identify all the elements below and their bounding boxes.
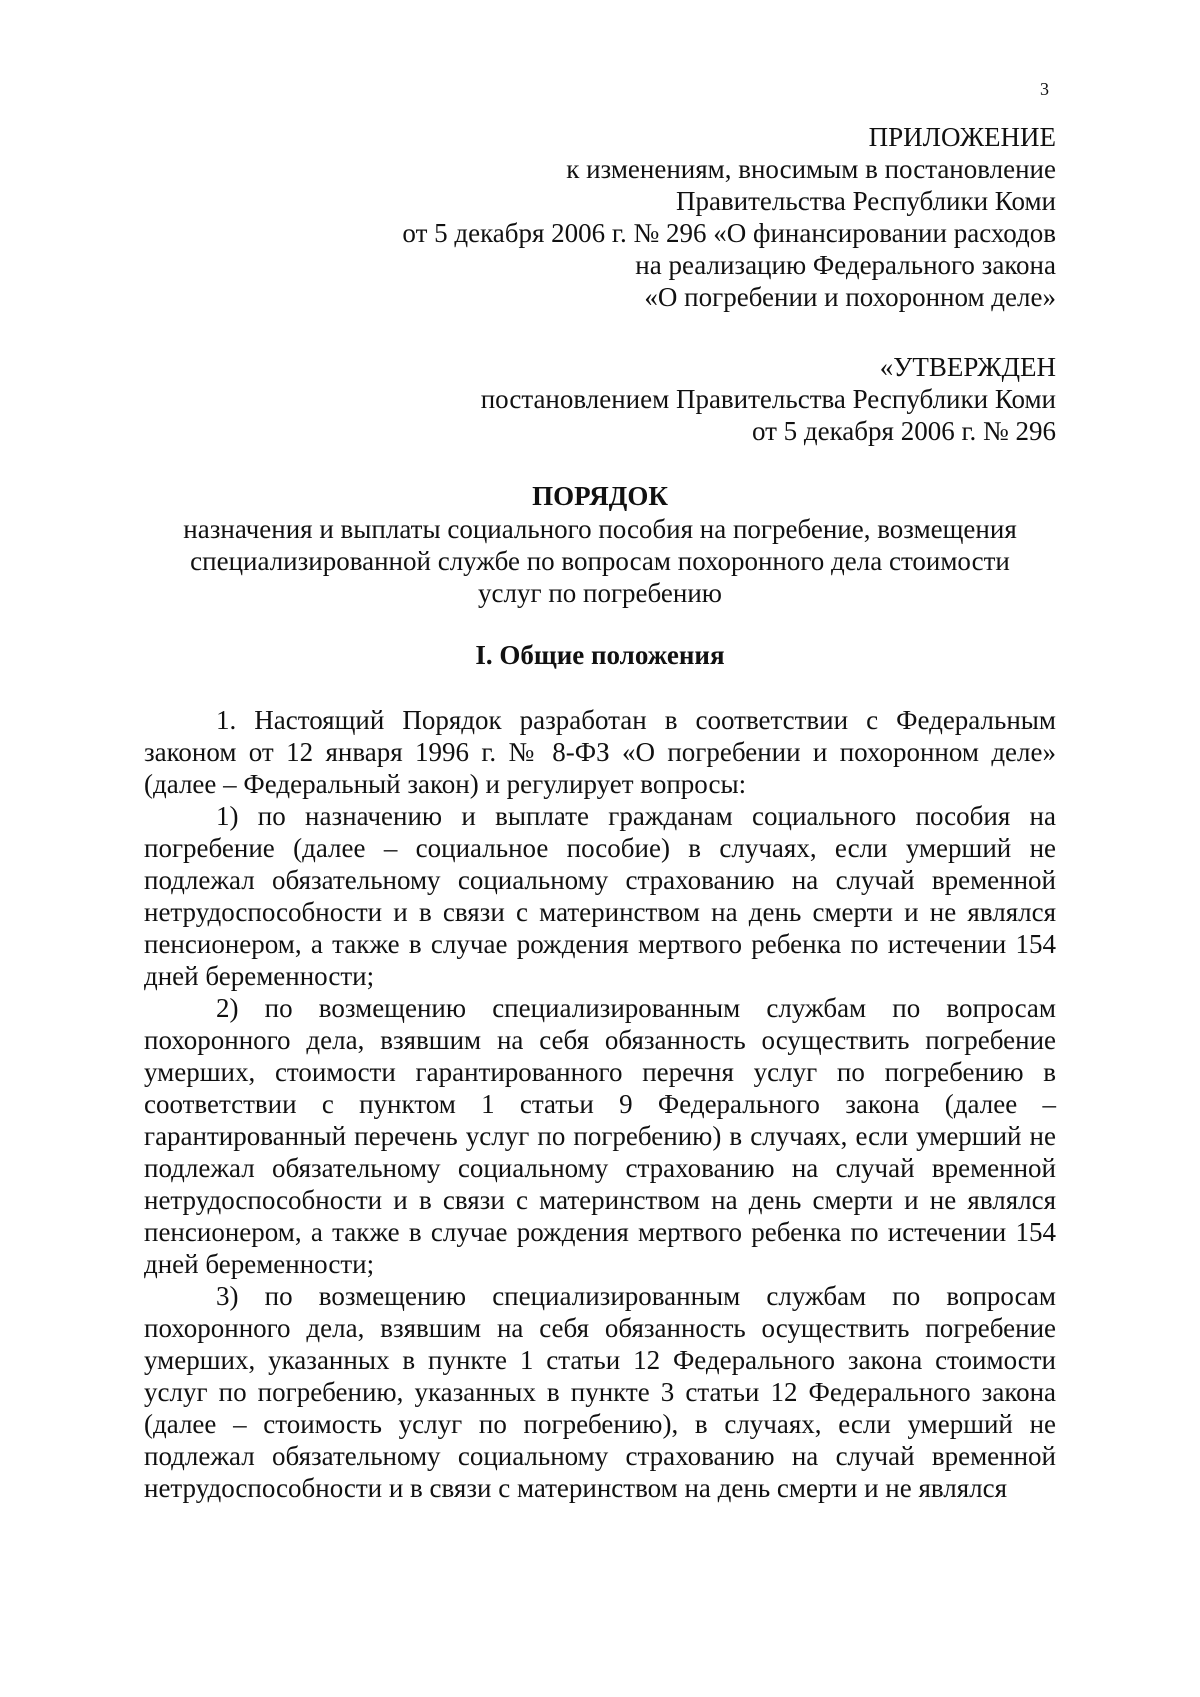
approved-line: от 5 декабря 2006 г. № 296 [751,416,1056,446]
approved-heading: «УТВЕРЖДЕН [879,352,1056,382]
paragraph-1: 1. Настоящий Порядок разработан в соответствии с Федеральным законом от 12 января 1996 г. № 8-ФЗ «О погребении и похоронном деле» (далее – Федеральный закон) и регулирует вопросы: [144,705,1056,799]
paragraph-1-item-1: 1) по назначению и выплате гражданам социального пособия на погребение (далее – социальное пособие) в случаях, если умерший не подлежал обязательному социальному страхованию на случай временной нетрудоспособности и в связи с материнством на день смерти и не являлся пенсионером, а также в случае рождения мертвого ребенка по истечении 154 дней беременности; [144,801,1056,991]
page-number: 3 [1040,79,1049,99]
appendix-line: на реализацию Федерального закона [635,250,1056,280]
appendix-line: от 5 декабря 2006 г. № 296 «О финансировании расходов [402,218,1056,248]
approved-line: постановлением Правительства Республики Коми [480,384,1056,414]
appendix-line: к изменениям, вносимым в постановление [566,154,1056,184]
appendix-line: Правительства Республики Коми [675,186,1056,216]
title-line: специализированной службе по вопросам похоронного дела стоимости [190,546,1010,576]
document-body [144,704,1056,1504]
appendix-block [144,121,1056,313]
title-line: услуг по погребению [478,578,722,608]
appendix-heading: ПРИЛОЖЕНИЕ [868,122,1056,152]
appendix-line: «О погребении и похоронном деле» [644,282,1056,312]
title-heading: ПОРЯДОК [532,481,668,511]
paragraph-1-item-3: 3) по возмещению специализированным службам по вопросам похоронного дела, взявшим на себя обязанность осуществить погребение умерших, указанных в пункте 1 статьи 12 Федерального закона стоимости услуг по погребению, указанных в пункте 3 статьи 12 Федерального закона (далее – стоимость услуг по погребению), в случаях, если умерший не подлежал обязательному социальному страхованию на случай временной нетрудоспособности и в связи с материнством на день смерти и не являлся [144,1281,1056,1503]
document-title [144,480,1056,609]
section-heading: I. Общие положения [475,640,725,670]
paragraph-1-item-2: 2) по возмещению специализированным службам по вопросам похоронного дела, взявшим на себя обязанность осуществить погребение умерших, стоимости гарантированного перечня услуг по погребению в соответствии с пунктом 1 статьи 9 Федерального закона (далее – гарантированный перечень услуг по погребению) в случаях, если умерший не подлежал обязательному социальному страхованию на случай временной нетрудоспособности и в связи с материнством на день смерти и не являлся пенсионером, а также в случае рождения мертвого ребенка по истечении 154 дней беременности; [144,993,1056,1279]
title-line: назначения и выплаты социального пособия на погребение, возмещения [183,514,1017,544]
approved-block [144,351,1056,447]
